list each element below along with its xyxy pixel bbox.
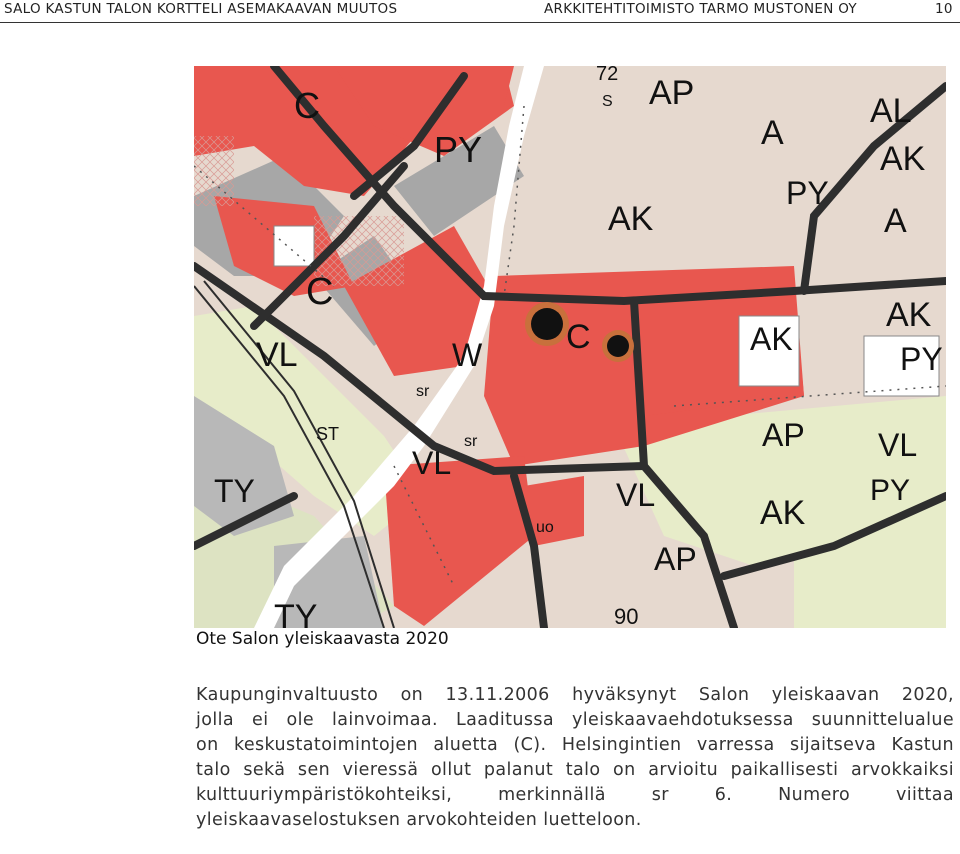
heritage-marker-burned-house-core — [607, 335, 629, 357]
map-label-s: S — [602, 93, 613, 110]
map-label-ak: AK — [750, 321, 793, 357]
map-label-vl: VL — [412, 445, 452, 481]
map-label-ap: AP — [762, 417, 805, 453]
map-label-90: 90 — [614, 604, 639, 628]
map-label-al: AL — [870, 92, 912, 130]
central-area-ne — [454, 66, 514, 106]
paragraph-line: Kaupunginvaltuusto on 13.11.2006 hyväksynyt Salon yleiskaavan 2020, — [196, 685, 954, 705]
map-label-py: PY — [434, 129, 483, 170]
page-number: 10 — [935, 1, 953, 17]
map-label-w: W — [452, 337, 483, 373]
map-label-ak: AK — [608, 200, 654, 238]
map-label-vl: VL — [616, 477, 656, 513]
document-title: SALO KASTUN TALON KORTTELI ASEMAKAAVAN MUUTOS — [4, 1, 398, 17]
map-label-vl: VL — [256, 336, 298, 374]
map-label-st: ST — [316, 424, 340, 444]
map-label-c: C — [566, 318, 591, 356]
map-label-72: 72 — [596, 66, 619, 85]
map-label-ap: AP — [654, 541, 697, 577]
paragraph-line: talo sekä sen vieressä ollut palanut talo on arvioitu paikallisesti arvokkaiksi — [196, 760, 954, 780]
map-label-py: PY — [900, 341, 943, 377]
office-name: ARKKITEHTITOIMISTO TARMO MUSTONEN OY — [544, 1, 857, 17]
map-label-py: PY — [870, 474, 911, 507]
map-label-c: C — [294, 85, 320, 126]
map-label-c: C — [306, 271, 334, 313]
map-label-ty: TY — [214, 473, 255, 509]
paragraph-line: on keskustatoimintojen aluetta (C). Helsingintien varressa sijaitseva Kastun — [196, 735, 954, 755]
map-caption: Ote Salon yleiskaavasta 2020 — [196, 629, 449, 649]
map-label-sr: sr — [464, 433, 478, 450]
map-label-sr: sr — [416, 383, 430, 400]
map-label-ak: AK — [886, 296, 932, 334]
map-label-ty: TY — [274, 598, 318, 628]
map-label-ap: AP — [649, 74, 695, 112]
map-label-py: PY — [786, 175, 829, 211]
paragraph-line: kulttuuriympäristökohteiksi, merkinnällä sr 6. Numero viittaa — [196, 785, 954, 805]
map-label-uo: uo — [536, 519, 554, 536]
paragraph-line: yleiskaavaselostuksen arvokohteiden luetteloon. — [196, 810, 642, 830]
description-paragraph — [196, 683, 954, 833]
paragraph-line: jolla ei ole lainvoimaa. Laaditussa yleiskaavaehdotuksessa suunnittelualue — [196, 710, 954, 730]
map-label-ak: AK — [760, 494, 806, 532]
heritage-marker-kastun-talo-core — [531, 308, 563, 340]
general-plan-map — [194, 66, 946, 628]
map-label-a: A — [884, 202, 907, 240]
map-label-a: A — [761, 114, 784, 152]
hatched-block — [194, 136, 234, 206]
map-label-ak: AK — [880, 140, 926, 178]
page-header — [0, 0, 960, 23]
map-label-vl: VL — [878, 427, 918, 463]
